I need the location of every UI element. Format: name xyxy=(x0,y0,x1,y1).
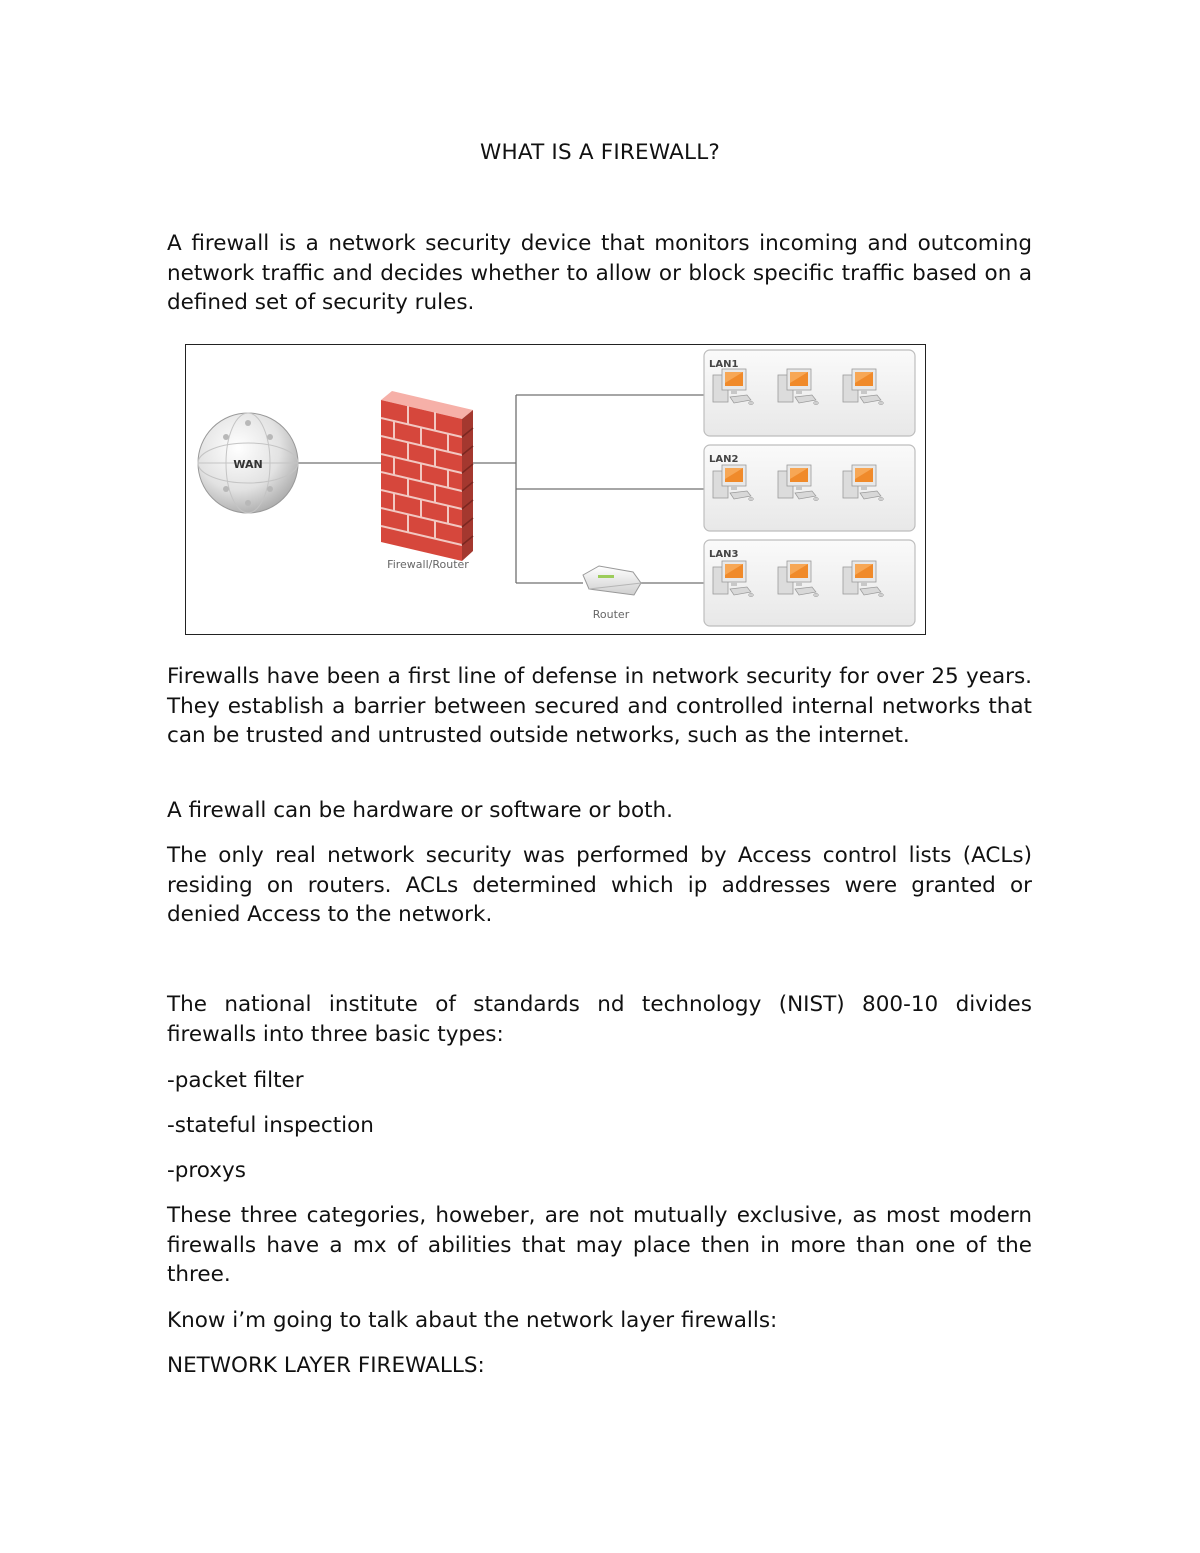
page-title: WHAT IS A FIREWALL? xyxy=(480,140,720,165)
firewall-brick-wall-icon xyxy=(381,391,473,561)
firewall-router-label: Firewall/Router xyxy=(387,558,469,571)
lan3-label: LAN3 xyxy=(709,549,739,560)
paragraph-nist: The national institute of standards nd technology (NIST) 800-10 divides firewalls into three basic types: xyxy=(167,992,1032,1047)
firewall-network-diagram xyxy=(185,344,926,635)
list-item-proxys: -proxys xyxy=(167,1158,246,1183)
paragraph-categories: These three categories, howeber, are not mutually exclusive, as most modern firewalls have a mx of abilities that may place then in more than one of the three. xyxy=(167,1203,1032,1288)
paragraph-hardware-software: A firewall can be hardware or software or both. xyxy=(167,798,673,823)
router-icon xyxy=(583,566,641,595)
list-item-stateful-inspection: -stateful inspection xyxy=(167,1113,374,1138)
paragraph-network-layer-intro: Know i’m going to talk abaut the network layer firewalls: xyxy=(167,1308,778,1333)
intro-paragraph: A firewall is a network security device that monitors incoming and outcoming network traffic and decides whether to allow or block specific traffic based on a defined set of security rules. xyxy=(167,231,1032,316)
paragraph-acls: The only real network security was performed by Access control lists (ACLs) residing on routers. ACLs determined which ip addresses were granted or denied Access to the network. xyxy=(167,843,1032,928)
router-label: Router xyxy=(592,608,630,621)
lan1-label: LAN1 xyxy=(709,359,739,370)
connection-lines xyxy=(297,395,704,583)
paragraph-first-line-of-defense: Firewalls have been a first line of defense in network security for over 25 years. They establish a barrier between secured and controlled internal networks that can be trusted and untrusted outside networks, such as the internet. xyxy=(167,664,1032,749)
list-item-packet-filter: -packet filter xyxy=(167,1068,304,1093)
wan-label: WAN xyxy=(233,458,263,471)
section-heading-network-layer-firewalls: NETWORK LAYER FIREWALLS: xyxy=(167,1353,485,1378)
lan2-label: LAN2 xyxy=(709,454,739,465)
